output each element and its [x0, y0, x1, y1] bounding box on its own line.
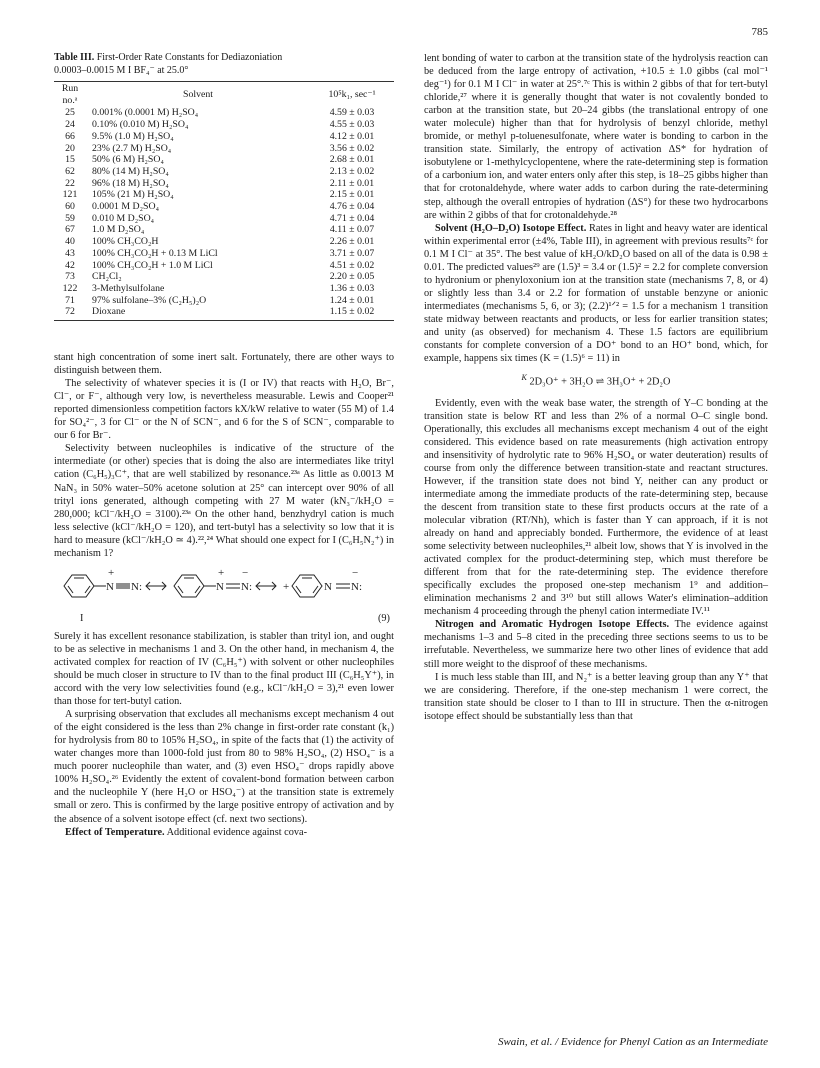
equation-text: 2D₃O⁺ + 3H₂O ⇌ 3H₃O⁺ + 2D₂O: [529, 376, 671, 388]
page-number: 785: [751, 26, 768, 38]
svg-text:N: N: [216, 580, 224, 593]
cell-run: 121: [62, 189, 78, 201]
resonance-structures: [54, 566, 394, 626]
table-row: [54, 201, 394, 213]
table-row: [54, 283, 394, 295]
paragraph: lent bonding of water to carbon at the transition state of the hydrolysis reaction can be deduced from the large entropy of activation, +10.5 ± 1.0 gibbs (cal mol⁻¹ deg⁻¹) for 0.1 M I Cl⁻ in water at 25°.⁷ᶜ This is within 2 gibbs of that for tert-butyl chloride,²⁷ where it is generally thought that water is not covalently bonded to carbon at the transition state, but 20–24 gibbs (the translational entropy of one water molecule) higher than that for hydrolysis of benzyl chloride, methyl bromide, or methyl p-toluenesulfonate, where water is bonding to carbon in the transition state. Similarly, the entropy of activation ΔS* for hydration of isobutylene or 1-methylcyclopentene, where the rate-determining step is formation of a carbonium ion, and water enters only after this step, is 18–25 gibbs higher than that for crotonaldehyde, where water adds to carbon during the rate-determining step, although the overall entropies of hydration (ΔS°) for these two hydrocarbons are within 2 gibbs of that for crotonaldehyde.²⁸: [424, 53, 769, 221]
table-row: [54, 178, 394, 190]
svg-text:−: −: [242, 566, 249, 579]
right-column: [424, 52, 768, 723]
cell-k: 2.11 ± 0.01: [329, 177, 375, 189]
paragraph-text: The evidence against mechanisms 1–3 and 5–8 cited in the preceding three sections seems to us to be irrefutable. Nevertheless, we summarize here two other lines of evidence that add still more weight to the disproof of these mechanisms.: [424, 619, 768, 670]
cell-run: 62: [65, 165, 75, 177]
cell-k: 4.11 ± 0.07: [329, 224, 375, 236]
cell-run: 71: [65, 294, 75, 306]
cell-solvent: 0.010 M D₂SO₄: [92, 212, 155, 224]
cell-k: 2.26 ± 0.01: [329, 236, 375, 248]
cell-solvent: 105% (21 M) H₂SO₄: [92, 189, 174, 201]
cell-k: 3.71 ± 0.07: [329, 247, 375, 259]
paragraph: [424, 618, 768, 670]
cell-k: 2.15 ± 0.01: [329, 189, 375, 201]
cell-k: 1.24 ± 0.01: [329, 294, 375, 306]
cell-run: 73: [65, 271, 75, 283]
header-rate: 10⁵k₁, sec⁻¹: [310, 82, 394, 108]
paragraph: I is much less stable than III, and N₂⁺ is a better leaving group than any Y⁺ that we are considering. Therefore, if the one-step mechanism 1 were correct, the transition state should be closer to I than to III in structure. Then the α-nitrogen isotope effect should be substantially less than that: [424, 671, 768, 722]
cell-solvent: 100% CH₃CO₂H: [92, 236, 159, 248]
header-solvent: Solvent: [86, 82, 310, 108]
left-column: [54, 52, 394, 839]
table-row: [54, 260, 394, 272]
cell-solvent: CH₂Cl₂: [92, 271, 122, 283]
table-title: First-Order Rate Constants for Dediazoniation: [96, 52, 283, 63]
section-heading: Solvent (H₂O–D₂O) Isotope Effect.: [435, 222, 587, 234]
cell-solvent: 80% (14 M) H₂SO₄: [92, 165, 169, 177]
cell-run: 59: [65, 212, 75, 224]
cell-run: 20: [65, 142, 75, 154]
cell-k: 4.55 ± 0.03: [329, 119, 375, 131]
table-label: Table III.: [54, 52, 95, 63]
structure-label: I: [80, 612, 84, 624]
cell-run: 42: [65, 259, 75, 271]
paragraph-text: Additional evidence against cova-: [164, 826, 308, 838]
svg-text:+: +: [218, 566, 225, 579]
table-caption: [54, 52, 394, 77]
cell-solvent: 23% (2.7 M) H₂SO₄: [92, 142, 172, 154]
equation-number: (9): [377, 612, 390, 624]
cell-run: 43: [65, 247, 75, 259]
cell-solvent: 1.0 M D₂SO₄: [92, 224, 145, 236]
paragraph: Selectivity between nucleophiles is indicative of the structure of the intermediate (or other) species that is doing the also are intermediates like trityl cation (C₆H₅)₃C⁺, that are well stabilized by resonance.²³ᵃ As little as 0.0013 M NaN₃ in 50% water–50% acetone solution at 25° can intercept over 90% of all trityl ions generated, although competing with 27 M water (kN₃⁻/kH₂O = 280,000; kCl⁻/kH₂O = 3100).²³ᵃ On the other hand, benzhydryl cation is much less selective (kCl⁻/kH₂O = 120), and tert-butyl has a selectivity so low that it is hard to measure (kCl⁻/kH₂O ≃ 4).²²,²⁴ What should one expect for I (C₆H₅N₂⁺) in mechanism 1?: [54, 443, 394, 559]
cell-solvent: Dioxane: [86, 306, 310, 320]
cell-k: 4.76 ± 0.04: [329, 201, 375, 213]
cell-run: 40: [65, 236, 75, 248]
cell-k: 4.71 ± 0.04: [329, 212, 375, 224]
cell-k: 4.59 ± 0.03: [329, 107, 375, 119]
table-row: [54, 213, 394, 225]
cell-run: 66: [65, 130, 75, 142]
cell-k: 4.12 ± 0.01: [329, 130, 375, 142]
svg-text:+: +: [283, 580, 290, 593]
paragraph: [54, 826, 394, 839]
table-row: [54, 236, 394, 248]
svg-text:+: +: [108, 566, 115, 579]
paragraph: Surely it has excellent resonance stabilization, is stabler than trityl ion, and ought to be as selective in mechanisms 1 and 3. On the other hand, in mechanism 4, the activated complex for reaction of IV (C₆H₅⁺) with solvent or other nucleophiles should be much closer in structure to IV than to the final product III (C₆H₅Y⁺), in accord with the very low selectivities found (e.g., kCl⁻/kH₂O = 3),²¹ even lower than those for tert-butyl cation.: [54, 630, 394, 708]
cell-run: 22: [65, 177, 75, 189]
table-row: [54, 295, 394, 307]
equation-K: K: [521, 373, 527, 383]
svg-text:N:: N:: [351, 580, 362, 593]
cell-run: 72: [54, 306, 86, 320]
svg-text:N:: N:: [241, 580, 252, 593]
cell-solvent: 0.0001 M D₂SO₄: [92, 201, 159, 213]
cell-solvent: 96% (18 M) H₂SO₄: [92, 177, 169, 189]
paragraph-text: Rates in light and heavy water are identical within experimental error (±4%, Table III), in agreement with previous results⁷ᶜ for 0.1 M I Cl⁻ at 35°. The best value of kH₂O/kD₂O based on all of the data is 0.98 ± 0.01. The predicted values²⁹ are (1.5)³ = 3.4 or (1.5)² = 2.2 for complete conversion to hydronium or phenyloxonium ion at the transition state (mechanisms 7, 8, or 4) or slightly less than 3.4 or 2.2 for formation of unstable benzyne or anionic intermediates (mechanisms 5, 6, or 3); (2.2)¹ᐟ² = 1.5 for a mechanism 1 transition state midway between reactants and products, or less for earlier transition states; and unity (as observed) for mechanism 4. These 1.5 factors are equilibrium constants for complete conversion of a DO⁺ bond to an HO⁺ bond, which, for example, happens six times (K = (1.5)⁶ = 11) in: [424, 222, 769, 365]
paragraph: [424, 222, 768, 366]
cell-solvent: 100% CH₃CO₂H + 0.13 M LiCl: [92, 247, 218, 259]
table-row: [54, 166, 394, 178]
cell-run: 25: [65, 107, 75, 119]
section-heading: Nitrogen and Aromatic Hydrogen Isotope Effects.: [435, 619, 670, 631]
cell-k: 3.56 ± 0.02: [329, 142, 375, 154]
table-row: [54, 154, 394, 166]
table-subtitle: 0.0003–0.0015 M I BF₄⁻ at 25.0°: [54, 64, 189, 76]
table-row: [54, 224, 394, 236]
cell-solvent: 97% sulfolane–3% (C₂H₅)₂O: [92, 294, 207, 306]
table-row: [54, 131, 394, 143]
cell-k: 4.51 ± 0.02: [329, 259, 375, 271]
table-row: [54, 271, 394, 283]
svg-text:N:: N:: [131, 580, 142, 593]
cell-solvent: 3-Methylsulfolane: [92, 282, 165, 294]
cell-solvent: 100% CH₃CO₂H + 1.0 M LiCl: [92, 259, 213, 271]
paragraph: A surprising observation that excludes all mechanisms except mechanism 4 out of the eight considered is the less than 2% change in first-order rate constant (k₁) for hydrolysis from 80 to 105% H₂SO₄, in spite of the facts that (1) the activity of water changes more than 1000-fold just from 80 to 98% H₂SO₄, (2) HSO₄⁻ is a much poorer nucleophile than water, and (3) even HSO₄⁻ drops rapidly above 100% H₂SO₄.²⁶ Evidently the extent of covalent-bond formation between carbon and the nucleophile Y (here H₂O or HSO₄⁻) at the transition state is extremely small or zero. This is confirmed by the large positive entropy of activation and by the absence of a solvent isotope effect (cf. next two sections).: [54, 709, 394, 825]
cell-k: 2.13 ± 0.02: [329, 165, 375, 177]
table-row: [54, 143, 394, 155]
resonance-structures-drawing: [54, 566, 394, 608]
running-footer: Swain, et al. / Evidence for Phenyl Cation as an Intermediate: [497, 1036, 768, 1048]
table-row: [54, 107, 394, 119]
cell-solvent: 50% (6 M) H₂SO₄: [92, 154, 164, 166]
table-body: [54, 107, 394, 320]
cell-run: 122: [62, 282, 78, 294]
cell-k: 1.15 ± 0.02: [310, 306, 394, 320]
cell-run: 15: [65, 154, 75, 166]
table-row: [54, 189, 394, 201]
cell-k: 1.36 ± 0.03: [329, 282, 375, 294]
cell-k: 2.68 ± 0.01: [329, 154, 375, 166]
svg-text:N: N: [106, 580, 114, 593]
cell-k: 2.20 ± 0.05: [329, 271, 375, 283]
paragraph: stant high concentration of some inert salt. Fortunately, there are other ways to distinguish between them.: [54, 352, 394, 377]
section-heading: Effect of Temperature.: [65, 826, 165, 838]
svg-text:N: N: [324, 580, 332, 593]
table-row: [54, 306, 394, 320]
cell-solvent: 9.5% (1.0 M) H₂SO₄: [92, 130, 174, 142]
svg-text:−: −: [352, 566, 359, 579]
paragraph: The selectivity of whatever species it is (I or IV) that reacts with H₂O, Br⁻, Cl⁻, or F⁻, although very low, is nevertheless measurable. Lewis and Cooper²¹ reported dimensionless competition factors kX/kW relative to water (55 M) of 1.4 for SO₄²⁻, 3 for Cl⁻ or the N of SCN⁻, and 6 for the S of SCN⁻, comparable to our 6 for Br⁻.: [54, 378, 394, 442]
cell-run: 60: [65, 201, 75, 213]
equilibrium-equation: [424, 371, 768, 388]
cell-solvent: 0.001% (0.0001 M) H₂SO₄: [92, 107, 199, 119]
cell-run: 67: [65, 224, 75, 236]
paragraph: Evidently, even with the weak base water, the strength of Y–C bonding at the transition state is below RT and less than 2% of a normal O–C single bond. Operationally, this excludes all mechanisms except mechanism 4 out of the eight considered. This evidence based on rate measurements (high activation entropy and insensitivity of hydrolytic rate to 96% H₂SO₄ or water deuteration) results of course from only the difference between transition-state and reactant structures. However, if the transition state does not bind Y, neither can any product or intermediate among the immediate products of the rate-determining step, because the descent from transition state to these first products occurs at the rate of a molecular vibration (RT/Nh), which is faster than Y can approach, if it is not already on hand and appreciably bonded. Furthermore, the evidence of at least some selectivity between nucleophiles,²¹ albeit low, shows that Y is involved in the activated complex for the product-determining step, which must therefore be different from that for the rate-determining step. The evidence therefore specifically excludes the proposed one-step mechanism 1⁹ and addition–elimination mechanisms 2 and 3¹⁰ but still allows Water's elimination–addition mechanism 4 proceeding through the phenyl cation intermediate IV.¹¹: [424, 397, 768, 618]
table-row: [54, 119, 394, 131]
table-row: [54, 248, 394, 260]
cell-run: 24: [65, 119, 75, 131]
cell-solvent: 0.10% (0.010 M) H₂SO₄: [92, 119, 189, 131]
header-run: Run no.ᵃ: [54, 82, 86, 108]
rate-constants-table: [54, 81, 394, 321]
